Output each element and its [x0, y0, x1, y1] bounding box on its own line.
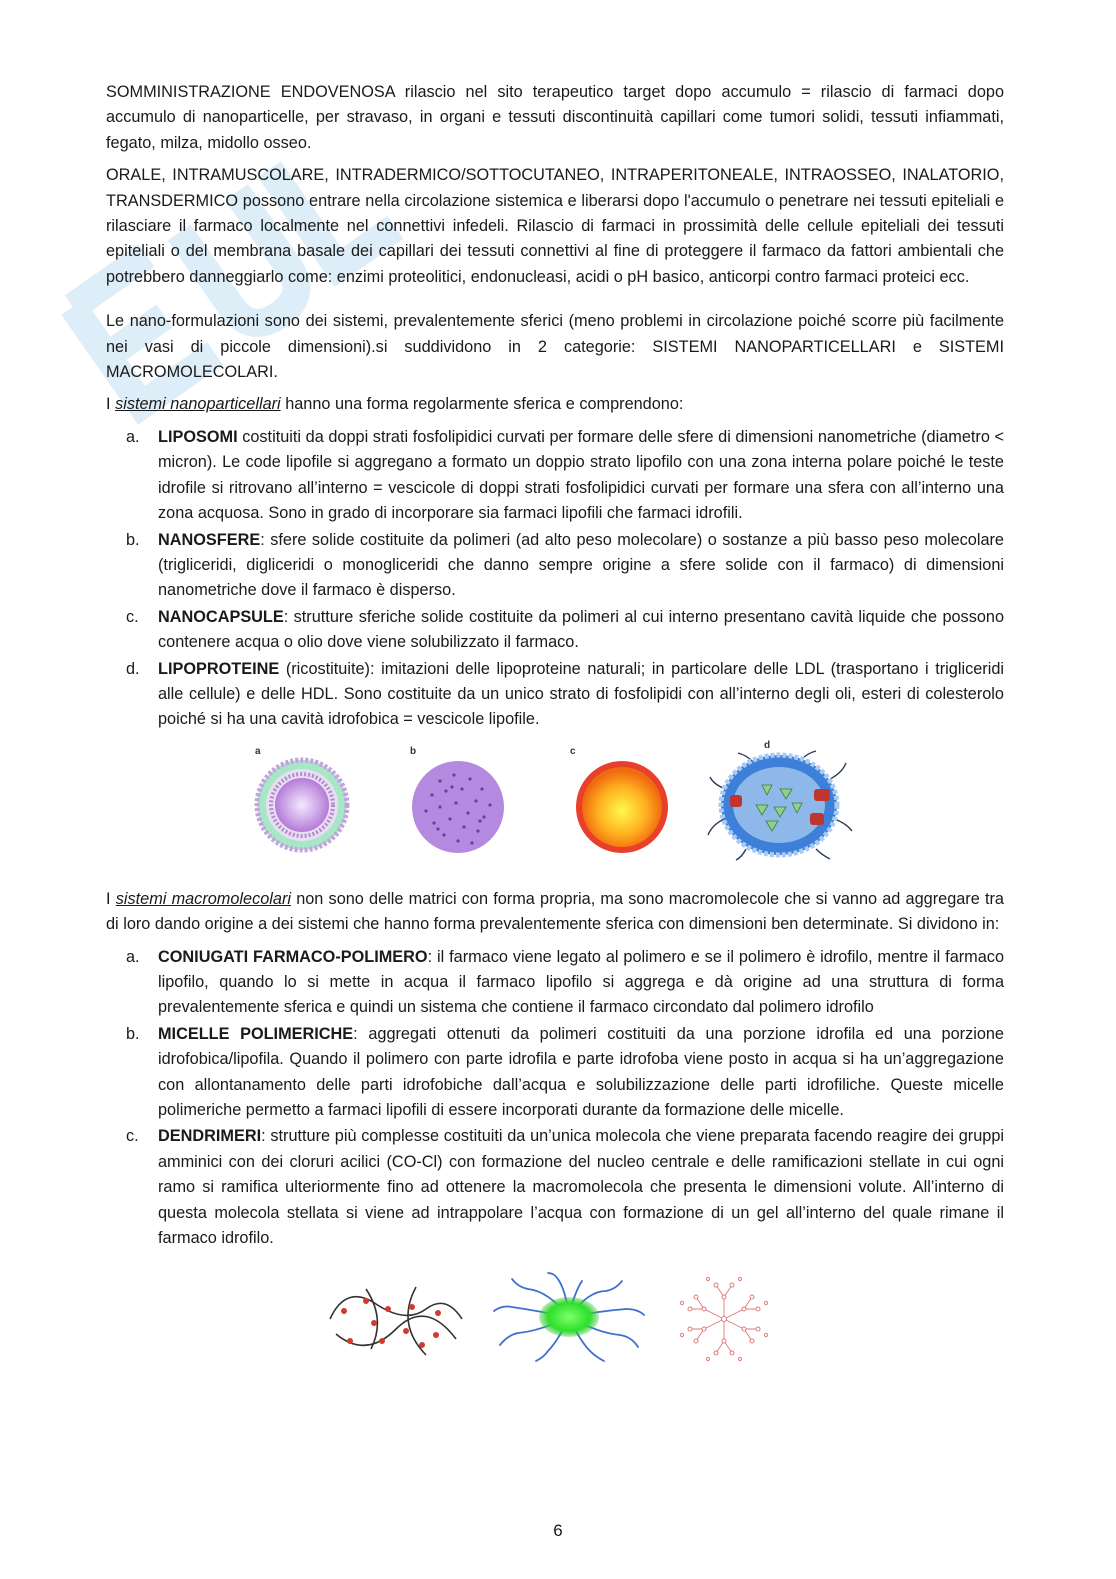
- dendrimer-illustration: [672, 1273, 776, 1365]
- paragraph-routes: ORALE, INTRAMUSCOLARE, INTRADERMICO/SOTTOCUTANEO, INTRAPERITONEALE, INTRAOSSEO, INALATORIO, TRANSDERMICO possono entrare nella circolazione sistemica e liberarsi dopo l'accumulo o penetrare nei tessuti epiteliali e rilasciare il farmaco localmente nel connettivi infedeli. Rilascio di farmaci in prossimità delle cellule epiteliali dei tessuti epiteliali o del membrana basale dei capillari dei tessuti connettivi al fine di proteggere il farmaco da fattori ambientali che potrebbero danneggiarlo come: enzimi proteolitici, endonucleasi, acidi o pH basico, anticorpi contro farmaci proteici ecc.: [106, 166, 1004, 286]
- figure-label-d: d: [764, 739, 771, 751]
- page-number: 6: [553, 1521, 563, 1540]
- term-sistemi-nanoparticellari: sistemi nanoparticellari: [115, 395, 281, 414]
- nanosphere-illustration: [410, 759, 506, 855]
- list-item: a. CONIUGATI FARMACO-POLIMERO: il farmaco viene legato al polimero e se il polimero è idrofilo, mentre il farmaco lipofilo, quando lo si mette in acqua il farmaco lipofilo si aggrega e dà origine ad una struttura di forma prevalentemente sferica e quindi un sistema che contiene il farmaco circondato dal polimero idrofilo: [126, 947, 1004, 1017]
- macromolecular-figure: [106, 1279, 1004, 1369]
- list-item: b. MICELLE POLIMERICHE: aggregati ottenuti da polimeri costituiti da una porzione idrofila ed una porzione idrofobica/lipofila. Quando il polimero con parte idrofila e parte idrofoba viene posto in acqua si ha un’aggregazione con allontanamento delle parti idrofobiche dall’acqua e solubilizzazione delle parti idrofiliche. Queste micelle polimeriche permetto a farmaci lipofili di essere incorporati durante da formazione delle micelle.: [126, 1024, 1004, 1119]
- nanocapsule-illustration: [574, 759, 670, 855]
- macro-intro: I sistemi macromolecolari non sono delle matrici con forma propria, ma sono macromolecole che si vanno ad aggregare tra di loro dando origine a dei sistemi che hanno forma prevalentemente sferica con dimensioni ben determinate. Si dividono in:: [106, 889, 1004, 934]
- liposome-illustration: [254, 757, 350, 853]
- nano-intro: I sistemi nanoparticellari hanno una forma regolarmente sferica e comprendono:: [106, 395, 684, 414]
- nano-list: [106, 425, 1004, 733]
- figure-label-a: a: [255, 745, 261, 757]
- list-item: c. DENDRIMERI: strutture più complesse costituiti da un’unica molecola che viene preparata facendo reagire dei gruppi amminici con dei cloruri acilici (CO-Cl) con formazione del nucleo centrale e delle ramificazioni stellate in cui ogni ramo si ramifica ulteriormente fino ad ottenere la macromolecola che presenta le dimensioni volute. All’interno di questa molecola stellata si viene ad intrappolare l’acqua con formazione di un gel all’interno del quale rimane il farmaco idrofilo.: [126, 1127, 1004, 1248]
- figure-label-b: b: [410, 745, 417, 757]
- term-sistemi-macromolecolari: sistemi macromolecolari: [115, 889, 291, 908]
- figure-label-c: c: [570, 745, 576, 757]
- paragraph-nanoformulazioni: Le nano-formulazioni sono dei sistemi, prevalentemente sferici (meno problemi in circolazione poiché scorre più facilmente nei vasi di piccole dimensioni).si suddividono in 2 categorie: SISTEMI NANOPARTICELLARI e SISTEMI MACROMOLECOLARI.: [106, 312, 1004, 382]
- lipoprotein-illustration: [706, 749, 854, 861]
- list-item: b. NANOSFERE: sfere solide costituite da polimeri (ad alto peso molecolare) o sostanze a più basso peso molecolare (trigliceridi, digliceridi o monogliceridi che danno sempre origine a sfere solide con il farmaco) di dimensioni nanometriche dove il farmaco è disperso.: [126, 530, 1004, 600]
- nanoparticle-figure: [106, 739, 1004, 861]
- macro-list: [106, 945, 1004, 1252]
- list-item: d. LIPOPROTEINE (ricostituite): imitazioni delle lipoproteine naturali; in particolare delle LDL (trasportano i trigliceridi alle cellule) e delle HDL. Sono costituite da un unico strato di fosfolipidi con all’interno degli oli, esteri di colesterolo poiché si ha una cavità idrofobica = vescicole lipofile.: [126, 659, 1004, 729]
- list-item: a. LIPOSOMI costituiti da doppi strati fosfolipidici curvati per formare delle sfere di dimensioni nanometriche (diametro < micron). Le code lipofile si aggregano a formato un doppio strato lipofilo con una zona interna polare poiché le teste idrofile si ritrovano all’interno = vescicole di doppi strati fosfolipidici curvati per formare una sfera con all’interno una zona acquosa. Sono in grado di incorporare sia farmaci lipofili che farmaci idrofili.: [126, 427, 1004, 523]
- conjugate-illustration: [326, 1279, 466, 1359]
- document-page: [106, 80, 1004, 1369]
- paragraph-endovenosa: SOMMINISTRAZIONE ENDOVENOSA rilascio nel sito terapeutico target dopo accumulo = rilascio di farmaci dopo accumulo di nanoparticelle, per stravaso, in organi e tessuti discontinuità capillari come tumori solidi, tessuti infiammati, fegato, milza, midollo osseo.: [106, 83, 1004, 152]
- polymeric-micelle-illustration: [488, 1271, 650, 1363]
- list-item: c. NANOCAPSULE: strutture sferiche solide costituite da polimeri al cui interno presentano cavità liquide che possono contenere acqua o olio dove viene solubilizzato il farmaco.: [126, 607, 1004, 652]
